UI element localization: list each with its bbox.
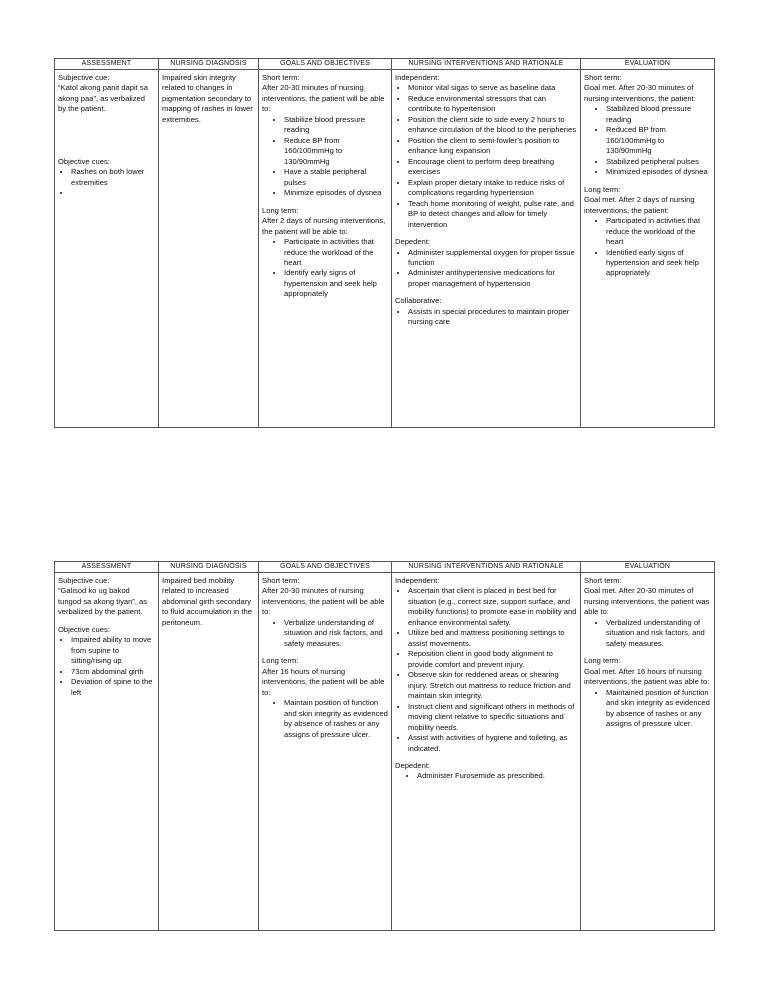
collaborative-label: Collaborative: (395, 296, 442, 306)
list-item: • Maintain position of function and skin integrity as evidenced by absence of rashes or any assigns of pressure ulcer. (284, 698, 388, 740)
list-item: • Encourage client to perform deep breathing exercises (408, 157, 577, 178)
collaborative-list (395, 307, 577, 328)
long-term-intro: After 2 days of nursing interventions, the patient will be able to: (262, 216, 386, 236)
list-item: • Deviation of spine to the left (71, 677, 155, 698)
objective-label: Objective cues: (58, 624, 110, 634)
assessment-cell (55, 70, 159, 428)
list-item: • Teach home monitoring of weight, pulse rate, and BP to detect changes and allow for timely intervention (408, 199, 577, 230)
long-term-intro: After 16 hours of nursing interventions, the patient will be able to: (262, 666, 385, 697)
long-term-intro: Goal met. After 2 days of nursing interventions, the patient: (584, 195, 695, 215)
long-term-label: Long term: (262, 205, 299, 215)
dependent-label: Depedent: (395, 760, 431, 770)
header-goals: GOALS AND OBJECTIVES (259, 562, 392, 573)
independent-label: Independent: (395, 576, 440, 585)
short-term-intro: Goal met. After 20-30 minutes of nursing interventions, the patient was able to: (584, 586, 710, 617)
header-row (55, 562, 715, 573)
list-item: • Impaired ability to move from supine to sitting/rising up (71, 635, 155, 666)
diagnosis-cell (159, 70, 259, 428)
long-term-list (262, 698, 388, 740)
dependent-list (395, 248, 577, 290)
subjective-label: Subjective cue: (58, 73, 110, 82)
short-term-intro: Goal met. After 20-30 minutes of nursing interventions, the patient: (584, 83, 696, 103)
list-item: • Administer antihypertensive medications for proper management of hypertension (408, 268, 577, 289)
list-item: • Administer Furosemide as prescribed. (417, 771, 577, 781)
subjective-quote: “Katol akong panit dapit sa akong paa”, as verbalized by the patient. (58, 83, 148, 114)
header-assessment: ASSESSMENT (55, 562, 159, 573)
list-item: • Explain proper dietary intake to reduce risks of complications regarding hypertension (408, 178, 577, 199)
list-item: • Participated in activities that reduce the workload of the heart (606, 216, 711, 247)
list-item: • Ascertain that client is placed in best bed for situation (e.g., correct size, support surface, and mobility functions) to promote ease in mobility and enhance environmental safety. (408, 586, 577, 628)
objective-list (58, 167, 155, 198)
goals-cell (259, 573, 392, 931)
short-term-label: Short term: (262, 576, 300, 585)
header-goals: GOALS AND OBJECTIVES (259, 59, 392, 70)
header-row (55, 59, 715, 70)
diagnosis-text: Impaired skin integrity related to changes in pigmentation secondary to mapping of rashes in lower extremities. (162, 73, 253, 124)
independent-list (395, 586, 577, 754)
list-item: • Utilize bed and mattress positioning settings to assist movements. (408, 628, 577, 649)
independent-label: Independent: (395, 73, 440, 82)
interventions-cell (392, 573, 581, 931)
list-item: • Verbalize understanding of situation and risk factors, and safety measures. (284, 618, 388, 649)
long-term-label: Long term: (262, 656, 299, 666)
long-term-list (584, 688, 711, 730)
short-term-list (262, 115, 388, 199)
list-item: • Identify early signs of hypertension and seek help appropriately (284, 268, 388, 299)
short-term-label: Short term: (584, 73, 622, 82)
short-term-intro: After 20-30 minutes of nursing interventions, the patient will be able to: (262, 83, 385, 114)
list-item: • Reduce BP from 160/100mmHg to 130/90mmHg (284, 136, 388, 167)
long-term-list (584, 216, 711, 279)
plan-row (55, 70, 715, 428)
list-item: • Minimize episodes of dysnea (284, 188, 388, 198)
list-item: • Monitor vital sigas to serve as baseline data (408, 83, 577, 93)
list-item: • Have a stable peripheral pulses (284, 167, 388, 188)
evaluation-cell (581, 573, 715, 931)
list-item: • Administer supplemental oxygen for proper tissue function (408, 248, 577, 269)
short-term-list (584, 104, 711, 177)
list-item: • Reposition client in good body alignment to provide comfort and prevent injury. (408, 649, 577, 670)
list-item: • Observe skin for reddened areas or shearing injury. Stretch out mattress to reduce friction and maintain skin integrity. (408, 670, 577, 701)
list-item: • Minimized episodes of dysnea (606, 167, 711, 177)
short-term-list (584, 618, 711, 649)
short-term-label: Short term: (584, 576, 622, 585)
list-item: • Reduced BP from 160/100mmHg to 130/90mmHg (606, 125, 711, 156)
diagnosis-text: Impaired bed mobility related to increased abdominal girth secondary to fluid accumulation in the peritoneum. (162, 576, 252, 627)
header-interventions: NURSING INTERVENTIONS AND RATIONALE (392, 59, 581, 70)
assessment-cell (55, 573, 159, 931)
list-item: • Stabilized blood pressure reading (606, 104, 711, 125)
header-nursing-diagnosis: NURSING DIAGNOSIS (159, 59, 259, 70)
long-term-intro: Goal met. After 16 hours of nursing interventions, the patient was able to: (584, 666, 710, 687)
list-item: • Instruct client and significant others in methods of moving client relative to specific situations and mobility needs. (408, 702, 577, 733)
list-item: • Reduce environmental stressors that can contribute to hypertension (408, 94, 577, 115)
goals-cell (259, 70, 392, 428)
list-item: • Participate in activities that reduce the workload of the heart (284, 237, 388, 268)
short-term-list (262, 618, 388, 649)
list-item: • Maintained position of function and skin integrity as evidenced by absence of rashes or any assigns of pressure ulcer. (606, 688, 711, 730)
list-item: • Stabilize blood pressure reading (284, 115, 388, 136)
short-term-intro: After 20-30 minutes of nursing interventions, the patient will be able to: (262, 586, 385, 617)
list-item: • Stabilized peripheral pulses (606, 157, 711, 167)
long-term-label: Long term: (584, 184, 621, 194)
list-item: • Position the client to semi-fowler’s position to enhance lung expansion (408, 136, 577, 157)
evaluation-cell (581, 70, 715, 428)
list-item: • Rashes on both lower extremities (71, 167, 155, 188)
list-item: • Assists in special procedures to maintain proper nursing care (408, 307, 577, 328)
header-interventions: NURSING INTERVENTIONS AND RATIONALE (392, 562, 581, 573)
dependent-list (395, 771, 577, 781)
dependent-label: Depedent: (395, 237, 431, 247)
list-item: • Identified early signs of hypertension and seek help appropriately (606, 248, 711, 279)
header-evaluation: EVALUATION (581, 562, 715, 573)
header-nursing-diagnosis: NURSING DIAGNOSIS (159, 562, 259, 573)
objective-label: Objective cues: (58, 156, 110, 166)
list-item: • 73cm abdominal girth (71, 667, 155, 677)
list-item: • Position the client side to side every 2 hours to enhance circulation of the blood to the peripheries (408, 115, 577, 136)
subjective-quote: “Galisod ko ug bakod tungod sa akong tiyan”, as verbalized by the patient. (58, 586, 148, 617)
care-plan-table-2 (54, 561, 715, 931)
diagnosis-cell (159, 573, 259, 931)
header-evaluation: EVALUATION (581, 59, 715, 70)
list-item: • Assist with activities of hygiene and toileting, as indicated. (408, 733, 577, 754)
long-term-label: Long term: (584, 656, 621, 666)
independent-list (395, 83, 577, 230)
list-item: • Verbalized understanding of situation and risk factors, and safety measures. (606, 618, 711, 649)
long-term-list (262, 237, 388, 300)
plan-row (55, 573, 715, 931)
list-item (71, 188, 155, 198)
interventions-cell (392, 70, 581, 428)
header-assessment: ASSESSMENT (55, 59, 159, 70)
objective-list (58, 635, 155, 698)
care-plan-table-1 (54, 58, 715, 428)
short-term-label: Short term: (262, 73, 300, 82)
subjective-label: Subjective cue: (58, 576, 110, 585)
